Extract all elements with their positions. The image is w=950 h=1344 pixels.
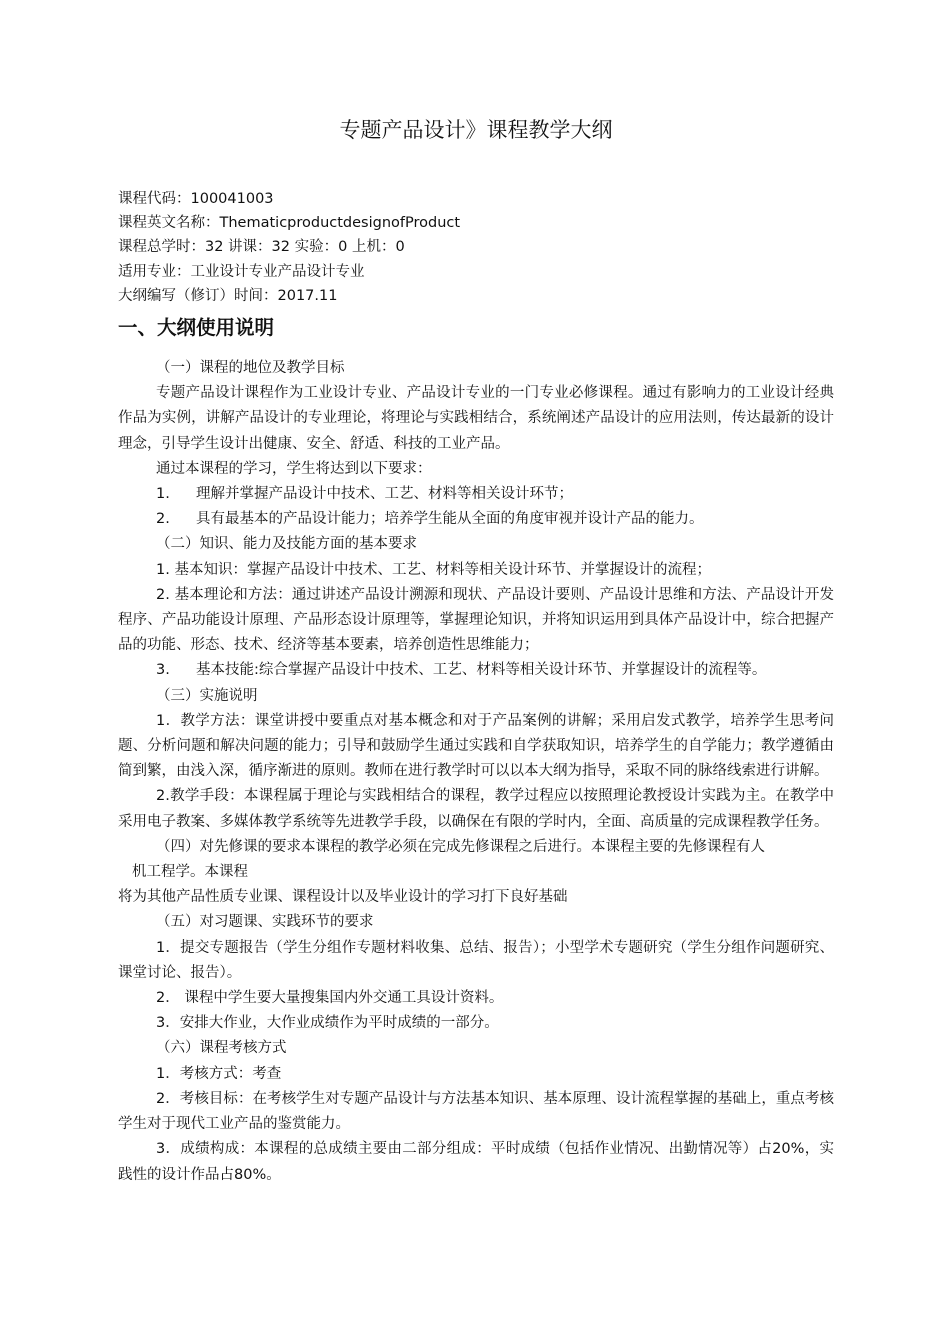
paragraph: 1．教学方法：课堂讲授中要重点对基本概念和对于产品案例的讲解；采用启发式教学，培养学生思考问题、分析问题和解决问题的能力；引导和鼓励学生通过实践和自学获取知识，培养学生的自学能力；教学遵循由简到繁，由浅入深，循序渐进的原则。教师在进行教学时可以以本大纲为指导，采取不同的脉络线索进行讲解。 bbox=[118, 712, 834, 780]
paragraph: 2. 基本理论和方法：通过讲述产品设计溯源和现状、产品设计要则、产品设计思维和方法、产品设计开发程序、产品功能设计原理、产品形态设计原理等，掌握理论知识，并将知识运用到具体产品设计中，综合把握产品的功能、形态、技术、经济等基本要素，培养创造性思维能力； bbox=[118, 586, 834, 654]
item-text: 基本技能:综合掌握产品设计中技术、工艺、材料等相关设计环节、并掌握设计的流程等。 bbox=[196, 662, 767, 679]
course-english-name: 课程英文名称：ThematicproductdesignofProduct bbox=[118, 215, 461, 232]
course-hours: 课程总学时：32 讲课：32 实验：0 上机：0 bbox=[118, 239, 405, 256]
item-text: 具有最基本的产品设计能力；培养学生能从全面的角度审视并设计产品的能力。 bbox=[196, 511, 704, 528]
item-text: 理解并掌握产品设计中技术、工艺、材料等相关设计环节； bbox=[196, 486, 573, 503]
item-number: 3. bbox=[156, 662, 170, 679]
paragraph: 3．安排大作业，大作业成绩作为平时成绩的一部分。 bbox=[156, 1015, 499, 1032]
course-revision-date: 大纲编写（修订）时间：2017.11 bbox=[118, 287, 338, 304]
subsection-heading: （六）课程考核方式 bbox=[156, 1040, 287, 1057]
paragraph: 通过本课程的学习，学生将达到以下要求： bbox=[156, 460, 432, 477]
document-title: 专题产品设计》课程教学大纲 bbox=[339, 118, 613, 142]
paragraph: 1．提交专题报告（学生分组作专题材料收集、总结、报告）；小型学术专题研究（学生分组作问题研究、课堂讨论、报告）。 bbox=[118, 939, 834, 981]
paragraph: 2． 课程中学生要大量搜集国内外交通工具设计资料。 bbox=[156, 990, 504, 1007]
paragraph: 2．考核目标：在考核学生对专题产品设计与方法基本知识、基本原理、设计流程掌握的基础上，重点考核学生对于现代工业产品的鉴赏能力。 bbox=[118, 1090, 834, 1133]
item-number: 1. bbox=[156, 486, 170, 503]
subsection-heading: （二）知识、能力及技能方面的基本要求 bbox=[156, 536, 417, 553]
paragraph: 2.教学手段：本课程属于理论与实践相结合的课程，教学过程应以按照理论教授设计实践为主。在教学中采用电子教案、多媒体教学系统等先进教学手段，以确保在有限的学时内，全面、高质量的完成课程教学任务。 bbox=[118, 788, 834, 830]
paragraph: 专题产品设计课程作为工业设计专业、产品设计专业的一门专业必修课程。通过有影响力的工业设计经典作品为实例，讲解产品设计的专业理论，将理论与实践相结合，系统阐述产品设计的应用法则，传达最新的设计理念，引导学生设计出健康、安全、舒适、科技的工业产品。 bbox=[118, 385, 834, 452]
course-code: 课程代码：100041003 bbox=[118, 191, 274, 207]
paragraph: 3．成绩构成：本课程的总成绩主要由二部分组成：平时成绩（包括作业情况、出勤情况等）占20%，实践性的设计作品占80%。 bbox=[118, 1141, 834, 1183]
paragraph: 将为其他产品性质专业课、课程设计以及毕业设计的学习打下良好基础 bbox=[118, 889, 568, 906]
course-meta bbox=[118, 187, 834, 308]
paragraph: （四）对先修课的要求本课程的教学必须在完成先修课程之后进行。本课程主要的先修课程有人 bbox=[156, 838, 765, 855]
numbered-item bbox=[118, 658, 834, 683]
document-body bbox=[118, 356, 834, 1188]
item-number: 2. bbox=[156, 511, 170, 528]
subsection-heading: （一）课程的地位及教学目标 bbox=[156, 360, 345, 376]
paragraph: 1．考核方式：考查 bbox=[156, 1065, 282, 1082]
subsection-heading: （三）实施说明 bbox=[156, 687, 258, 704]
section-heading: 一、大纲使用说明 bbox=[118, 316, 275, 339]
paragraph: 机工程学。本课程 bbox=[132, 864, 248, 881]
paragraph: 1. 基本知识：掌握产品设计中技术、工艺、材料等相关设计环节、并掌握设计的流程； bbox=[156, 561, 711, 578]
subsection-heading: （五）对习题课、实践环节的要求 bbox=[156, 914, 374, 931]
numbered-item bbox=[118, 482, 834, 507]
numbered-item bbox=[118, 507, 834, 532]
course-majors: 适用专业：工业设计专业产品设计专业 bbox=[118, 263, 365, 280]
